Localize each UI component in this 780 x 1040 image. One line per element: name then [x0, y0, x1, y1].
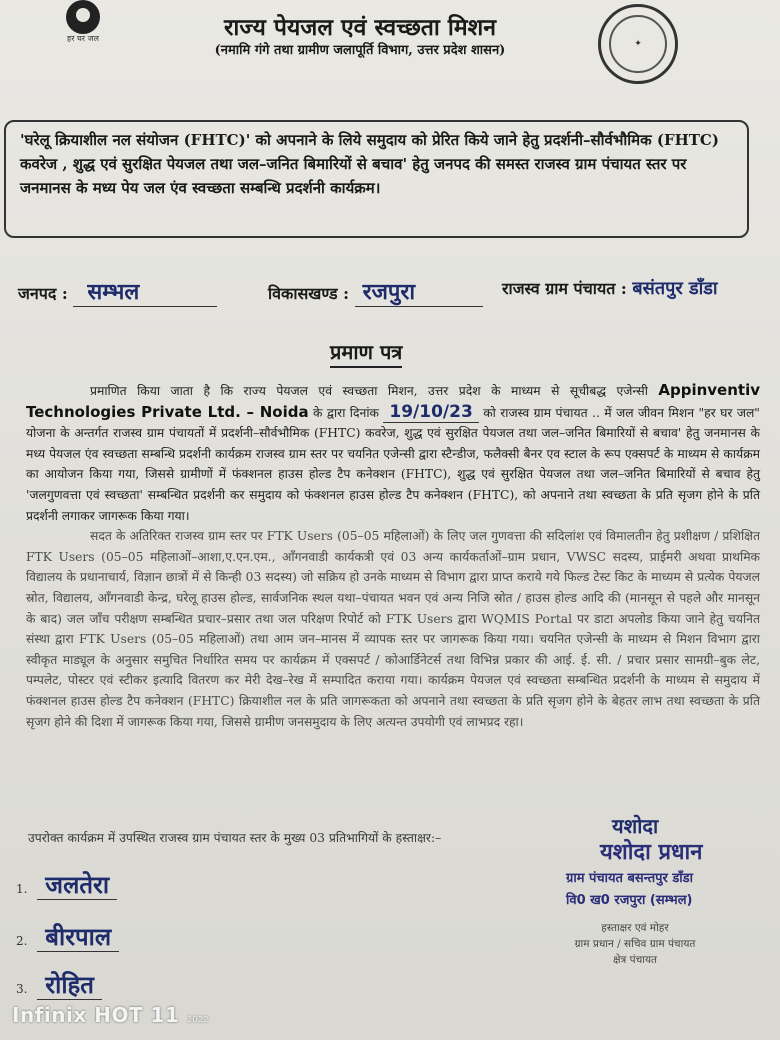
participant-number: 2. — [16, 934, 28, 948]
up-government-seal-icon — [598, 4, 678, 84]
para1-date-prefix: के द्वारा दिनांक — [313, 405, 379, 420]
block-value: रजपुरा — [355, 276, 483, 307]
participant-3 — [16, 968, 102, 1001]
participant-1 — [16, 868, 117, 901]
para1-after-date: को राजस्व ग्राम पंचायत .. — [483, 405, 600, 420]
watermark-year: 2022 — [186, 1015, 210, 1024]
agency-name: Appinventiv Technologies Private Ltd. – Noida — [26, 381, 760, 421]
stamp-name: यशोदा प्रधान — [600, 840, 703, 865]
certificate-title: प्रमाण पत्र — [330, 338, 402, 368]
program-date: 19/10/23 — [383, 402, 478, 423]
block-label: विकासखण्ड : — [268, 284, 350, 303]
participants-note: उपरोक्त कार्यक्रम में उपस्थित राजस्व ग्राम पंचायत स्तर के मुख्य 03 प्रतिभागियों के हस्ताक्षर:– — [28, 831, 442, 845]
panchayat-label: राजस्व ग्राम पंचायत : — [502, 279, 627, 298]
participant-2 — [16, 920, 119, 953]
program-topic-box — [4, 120, 749, 238]
mission-title: राज्य पेयजल एवं स्वच्छता मिशन — [224, 14, 496, 41]
caption-line-3: क्षेत्र पंचायत — [612, 954, 658, 966]
para1-intro: प्रमाणित किया जाता है कि राज्य पेयजल एवं स्वच्छता मिशन, उत्तर प्रदेश के माध्यम से सूचीबद्ध एजेन्सी — [90, 384, 648, 398]
seal-inner: ✦ — [609, 15, 667, 73]
body-paragraph-2: सदत के अतिरिक्त राजस्व ग्राम स्तर पर FTK Users (05–05 महिलाओं) के लिए जल गुणवत्ता की सदिलांश एवं विमालतीन हेतु प्रशीक्षण / प्रशिक्षित FTK Users (05–05 महिलाओं–आशा,ए.एन.एम., आँगनवाडी कार्यकत्री एवं 03 अन्य कार्यकर्ताओं–ग्राम प्रधान, VWSC सदस्य, प्राईमरी अथवा प्राथमिक विद्यालय के प्रधानाचार्य, विज्ञान छात्रों में से किन्ही 03 सदस्य) जो सक्रिय हो उनके माध्यम से विभाग द्वारा प्राप्त कराये गये फिल्ड टेस्ट किट के माध्यम से प्रत्येक पेयजल स्रोत, विद्यालय, आँगनवाडी केन्द्र, घरेलू हाउस होल्ड, सार्वजनिक स्थल यथा–पंचायत भवन एवं अन्य निजि स्रोत / हाउस होल्ड आदि की (मानसून से पहले और मानसून के बाद) जल जाँच परीक्षण सम्बन्धित प्रचार–प्रसार तथा जल परिक्षण रिपोर्ट को FTK Users द्वारा WQMIS Portal पर डाटा अपलोड किया जाने हेतु चयनित संस्था द्वारा FTK Users (05–05 महिलाओं) तथा आम जन–मानस में व्यापक स्तर पर जागरूक किया गया। चयनित एजेन्सी के माध्यम से मिशन विभाग द्वारा स्वीकृत माड्यूल के अनुसार समुचित निर्धारित समय पर कार्यक्रम में एक्सपर्ट / कोआर्डिनेटर्स तथा विभिन्न प्रकार की आई. ई. सी. / प्रचार प्रसार सामग्री–बुक लेट, पम्पलेट, पोस्टर एवं स्टीकर इत्यादि वितरण कर मेरी देख–रेख में सम्पादित कराया गया। कार्यक्रम पेयजल एवं स्वच्छता सम्बन्धित प्रदर्शनी के माध्यम से समुदाय में फंक्शनल हाउस होल्ड टैप कनेक्शन (FHTC) क्रियाशील नल के प्रति जागरूकता को अपनाने तथा स्वच्छता के प्रति सृजग होने के बेहतर लाभ तथा स्वच्छता के प्रति सृजग होने की दिशा में जागरूक किया गया, जिससे ग्रामीण जनसमुदाय के लिए अत्यन्त उपयोगी एवं लाभप्रद रहा। — [26, 529, 760, 729]
pradhan-handwritten-signature: यशोदा — [612, 814, 659, 838]
logo-caption: हर घर जल — [67, 34, 99, 43]
participant-signature: जलतेरा — [37, 871, 117, 900]
caption-line-1: हस्ताक्षर एवं मोहर — [601, 922, 669, 934]
district-field — [18, 276, 217, 307]
district-label: जनपद : — [18, 284, 68, 303]
panchayat-field — [502, 276, 718, 300]
watermark-brand: Infinix — [12, 1003, 87, 1027]
participant-signature: बीरपाल — [37, 923, 119, 952]
participant-number: 3. — [16, 982, 28, 996]
stamp-block: वि0 ख0 रजपुरा (सम्भल) — [566, 893, 693, 908]
participant-number: 1. — [16, 882, 28, 896]
jal-jeevan-logo — [48, 0, 118, 62]
water-drop-icon — [66, 0, 100, 34]
certificate-body — [26, 380, 760, 732]
program-topic-text: 'घरेलू क्रियाशील नल संयोजन (FHTC)' को अपनाने के लिये समुदाय को प्रेरित किये जाने हेतु प्रदर्शनी–सौर्वभौमिक (FHTC) कवरेज , शुद्ध एवं सुरक्षित पेयजल तथा जल–जनित बिमारियों से बचाव' हेतु जनपद की समस्त राजस्व ग्राम पंचायत स्तर पर जनमानस के मध्य पेय जल एंव स्वच्छता सम्बन्धि प्रदर्शनी कार्यक्रम। — [20, 131, 719, 197]
participant-signature: रोहित — [37, 971, 102, 1000]
para1-rest: में जल जीवन मिशन "हर घर जल" योजना के अन्तर्गत राजस्व ग्राम पंचायतों में प्रदर्शनी–सौर्वभौमिक (FHTC) कवरेज, शुद्ध एवं सुरक्षित पेयजल तथा जल–जनित बिमारियों से बचाव' हेतु जनमानस के मध्य पेयजल एंव स्वच्छता सम्बन्धि प्रदर्शनी कार्यक्रम राजस्व ग्राम स्तर पर चयनित एजेन्सी द्वारा स्टैन्डीज, फलैक्सी बैनर एव स्टाल के रूप एक्सपर्ट के माध्यम से कार्यक्रम का आयोजन किया गया, जिससे ग्रामीणों में फंक्शनल हाउस होल्ड टैप कनेक्शन (FHTC), शुद्ध एवं सुरक्षित पेयजल तथा जल–जनित बिमारियों से बचाव हेतु 'जलगुणवत्ता एवं स्वच्छता' सम्बन्धित प्रदर्शनी कर समुदाय को फंक्शनल हाउस होल्ड टैप कनेक्शन (FHTC), को अपनाने तथा स्वच्छता के प्रति सृजग होने के प्रति प्रदर्शनी लगाकर जागरूक किया गया। — [26, 405, 760, 523]
camera-watermark — [12, 1003, 209, 1027]
stamp-panchayat: ग्राम पंचायत बसन्तपुर डाँडा — [566, 871, 693, 886]
body-paragraph-1 — [26, 380, 760, 526]
block-field — [268, 276, 483, 307]
panchayat-value: बसंतपुर डाँडा — [632, 278, 718, 299]
district-value: सम्भल — [73, 276, 217, 307]
mission-subtitle: (नमामि गंगे तथा ग्रामीण जलापूर्ति विभाग, उत्तर प्रदेश शासन) — [214, 43, 506, 58]
caption-line-2: ग्राम प्रधान / सचिव ग्राम पंचायत — [574, 938, 696, 950]
watermark-model: HOT 11 — [94, 1003, 180, 1027]
signatory-caption — [520, 920, 750, 968]
